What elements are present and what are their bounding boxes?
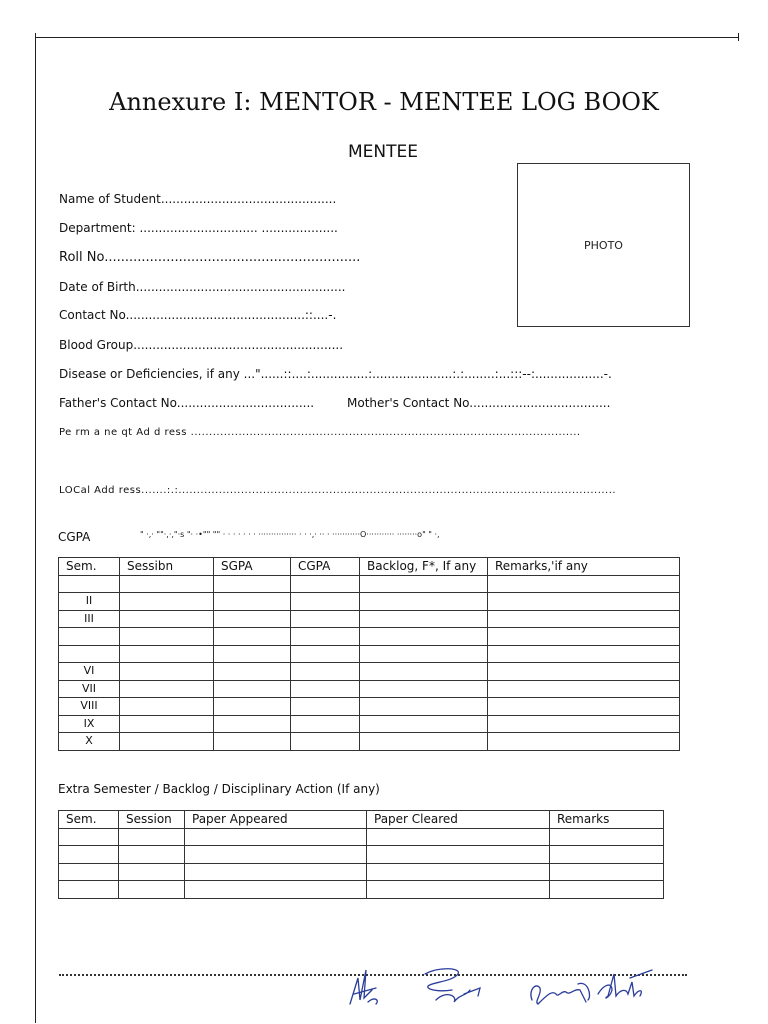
- semester-empty-cell: [360, 733, 488, 751]
- semester-header-cell: SGPA: [214, 558, 291, 576]
- semester-empty-cell: [120, 575, 214, 593]
- semester-row: [59, 645, 680, 663]
- extra-empty-cell: [119, 863, 185, 881]
- semester-row: [59, 680, 680, 698]
- semester-number-cell: [59, 645, 120, 663]
- extra-empty-cell: [550, 828, 664, 846]
- semester-empty-cell: [488, 645, 680, 663]
- semester-number-cell: VII: [59, 680, 120, 698]
- cgpa-label: CGPA: [58, 530, 91, 544]
- field-fathers-contact: Father's Contact No....................................: [59, 396, 315, 410]
- semester-header-cell: Sessibn: [120, 558, 214, 576]
- semester-row: [59, 715, 680, 733]
- semester-empty-cell: [120, 698, 214, 716]
- extra-row: [59, 828, 664, 846]
- semester-empty-cell: [291, 715, 360, 733]
- semester-empty-cell: [291, 663, 360, 681]
- field-blood-group: Blood Group.......................................................: [59, 338, 344, 352]
- field-mothers-contact: Mother's Contact No.....................................: [347, 396, 611, 410]
- semester-empty-cell: [120, 715, 214, 733]
- semester-empty-cell: [360, 645, 488, 663]
- semester-table-header: [59, 558, 680, 576]
- extra-empty-cell: [367, 846, 550, 864]
- semester-empty-cell: [214, 663, 291, 681]
- semester-empty-cell: [214, 680, 291, 698]
- extra-empty-cell: [119, 846, 185, 864]
- semester-row: [59, 698, 680, 716]
- semester-empty-cell: [488, 593, 680, 611]
- semester-empty-cell: [120, 733, 214, 751]
- semester-empty-cell: [214, 628, 291, 646]
- extra-empty-cell: [59, 881, 119, 899]
- document-title: Annexure I: MENTOR - MENTEE LOG BOOK: [109, 88, 659, 116]
- field-local-address: LOCal Add ress.......:.:.......................................................................................................................: [59, 485, 617, 496]
- semester-empty-cell: [214, 698, 291, 716]
- semester-number-cell: [59, 628, 120, 646]
- semester-empty-cell: [291, 698, 360, 716]
- semester-empty-cell: [120, 645, 214, 663]
- extra-empty-cell: [550, 881, 664, 899]
- semester-empty-cell: [120, 593, 214, 611]
- field-permanent-address: Pe rm a ne qt Ad d ress ..........................................................................................................: [59, 427, 581, 438]
- semester-empty-cell: [214, 593, 291, 611]
- semester-empty-cell: [291, 733, 360, 751]
- photo-box: [517, 163, 690, 327]
- semester-empty-cell: [291, 610, 360, 628]
- semester-header-cell: CGPA: [291, 558, 360, 576]
- signature-2: [425, 969, 480, 1002]
- extra-empty-cell: [550, 846, 664, 864]
- semester-row: [59, 610, 680, 628]
- semester-number-cell: VIII: [59, 698, 120, 716]
- document-subtitle: MENTEE: [348, 142, 418, 162]
- semester-empty-cell: [214, 575, 291, 593]
- semester-empty-cell: [488, 628, 680, 646]
- extra-empty-cell: [185, 828, 367, 846]
- signature-3: [531, 970, 652, 1004]
- extra-empty-cell: [185, 863, 367, 881]
- extra-empty-cell: [185, 846, 367, 864]
- cgpa-line: " ·,· ""·,·,"·s "· ·•"" "" · · · · · · · ··············· · · ·,· ·· · ···········O··········· ········o" " ·,: [140, 530, 440, 539]
- page-corner-tick: [738, 33, 739, 41]
- semester-empty-cell: [488, 610, 680, 628]
- semester-empty-cell: [214, 645, 291, 663]
- extra-empty-cell: [185, 881, 367, 899]
- semester-empty-cell: [360, 593, 488, 611]
- semester-empty-cell: [120, 610, 214, 628]
- semester-empty-cell: [360, 663, 488, 681]
- page-top-rule: [35, 37, 738, 38]
- semester-empty-cell: [120, 680, 214, 698]
- extra-empty-cell: [550, 863, 664, 881]
- semester-table: [58, 557, 680, 751]
- semester-empty-cell: [360, 610, 488, 628]
- semester-empty-cell: [291, 575, 360, 593]
- semester-empty-cell: [488, 680, 680, 698]
- semester-empty-cell: [291, 645, 360, 663]
- extra-table-header: [59, 811, 664, 829]
- extra-semester-table: [58, 810, 664, 899]
- semester-row: [59, 663, 680, 681]
- extra-row: [59, 846, 664, 864]
- extra-header-cell: Paper Cleared: [367, 811, 550, 829]
- signatures: [340, 960, 670, 1010]
- semester-empty-cell: [214, 715, 291, 733]
- field-department: Department: ............................... ....................: [59, 221, 338, 235]
- semester-empty-cell: [360, 680, 488, 698]
- semester-header-cell: Backlog, F*, If any: [360, 558, 488, 576]
- semester-empty-cell: [360, 698, 488, 716]
- extra-row: [59, 863, 664, 881]
- field-disease: Disease or Deficiencies, if any ..."......::....:...............:.....................:.:........:...:::--:..................-.: [59, 367, 612, 381]
- semester-empty-cell: [291, 628, 360, 646]
- field-roll-no: Roll No..............................................................: [59, 250, 361, 265]
- extra-row: [59, 881, 664, 899]
- extra-empty-cell: [367, 863, 550, 881]
- semester-header-cell: Sem.: [59, 558, 120, 576]
- semester-row: [59, 628, 680, 646]
- semester-header-cell: Remarks,'if any: [488, 558, 680, 576]
- semester-empty-cell: [360, 715, 488, 733]
- extra-empty-cell: [367, 828, 550, 846]
- semester-empty-cell: [214, 733, 291, 751]
- semester-number-cell: VI: [59, 663, 120, 681]
- page-left-rule: [35, 33, 36, 1023]
- photo-label: PHOTO: [584, 238, 623, 252]
- semester-row: [59, 575, 680, 593]
- extra-empty-cell: [59, 828, 119, 846]
- semester-empty-cell: [120, 663, 214, 681]
- extra-empty-cell: [367, 881, 550, 899]
- semester-number-cell: X: [59, 733, 120, 751]
- extra-empty-cell: [59, 863, 119, 881]
- semester-empty-cell: [214, 610, 291, 628]
- field-date-of-birth: Date of Birth.......................................................: [59, 280, 346, 294]
- semester-number-cell: [59, 575, 120, 593]
- extra-header-cell: Sem.: [59, 811, 119, 829]
- semester-empty-cell: [488, 575, 680, 593]
- semester-row: [59, 733, 680, 751]
- semester-empty-cell: [488, 663, 680, 681]
- extra-empty-cell: [59, 846, 119, 864]
- semester-empty-cell: [488, 698, 680, 716]
- extra-empty-cell: [119, 881, 185, 899]
- semester-number-cell: II: [59, 593, 120, 611]
- semester-empty-cell: [360, 575, 488, 593]
- semester-empty-cell: [291, 680, 360, 698]
- semester-empty-cell: [488, 715, 680, 733]
- semester-empty-cell: [120, 628, 214, 646]
- semester-row: [59, 593, 680, 611]
- semester-number-cell: III: [59, 610, 120, 628]
- semester-number-cell: IX: [59, 715, 120, 733]
- semester-empty-cell: [360, 628, 488, 646]
- extra-header-cell: Paper Appeared: [185, 811, 367, 829]
- extra-empty-cell: [119, 828, 185, 846]
- extra-header-cell: Session: [119, 811, 185, 829]
- extra-header-cell: Remarks: [550, 811, 664, 829]
- field-name-of-student: Name of Student..............................................: [59, 192, 337, 206]
- semester-empty-cell: [291, 593, 360, 611]
- extra-semester-heading: Extra Semester / Backlog / Disciplinary Action (If any): [58, 782, 380, 796]
- field-contact-no: Contact No...............................................::....-.: [59, 308, 337, 322]
- semester-empty-cell: [488, 733, 680, 751]
- signature-1: [350, 970, 377, 1004]
